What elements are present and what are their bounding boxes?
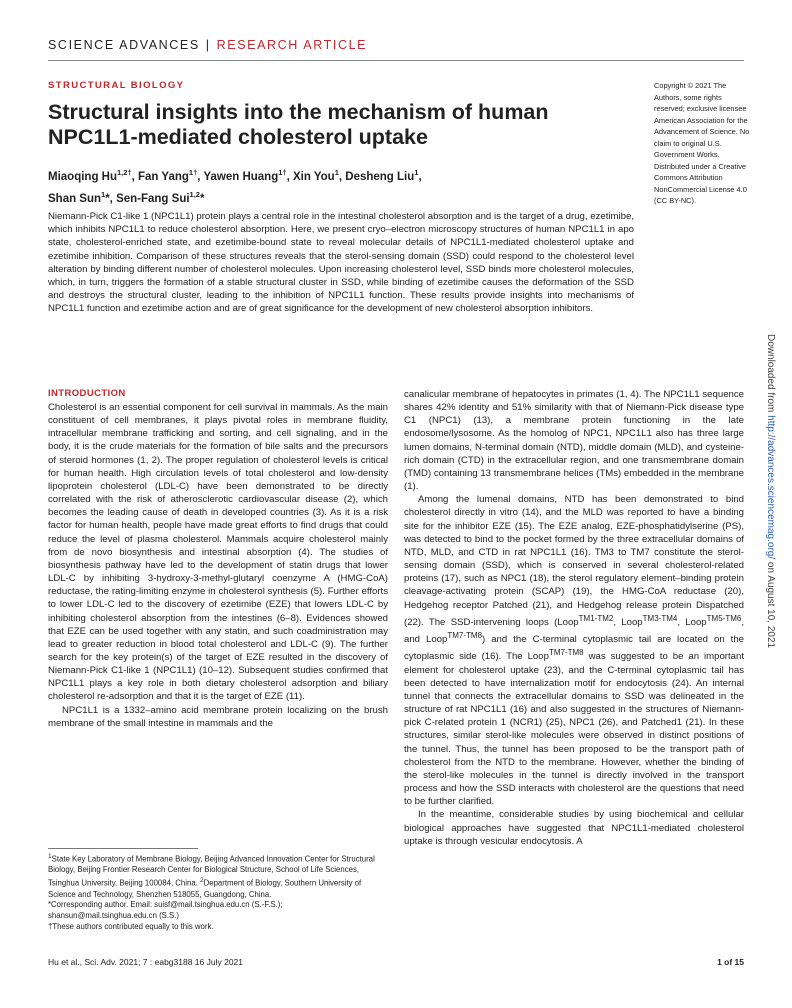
corresponding-author-footnote: *Corresponding author. Email: suisf@mail.tsinghua.edu.cn (S.-F.S.); shansun@mail.tsinghua.edu.cn (S.S.) (48, 900, 283, 921)
article-title: Structural insights into the mechanism of human NPC1L1-mediated cholesterol uptake (48, 100, 549, 149)
header-rule (48, 60, 744, 61)
left-paragraph: Cholesterol is an essential component for cell survival in mammals. As the main constituent of cell membranes, it plays pivotal roles in membrane fluidity, intracellular membrane trafficking and sorting, and cell signaling, and in the body, it is the crude materials for the formation of bile salts and the precursors of steroid hormones (1, 2). The proper regulation of cholesterol levels is critical for human health. High circulation levels of total cholesterol and low-density lipoprotein cholesterol (LDL-C) have been demonstrated to be directly correlated with the risk of atherosclerotic cardiovascular disease (2), which becomes the leading cause of death in developed countries (3). As it is a risk factor for human health, people have made great efforts to find drugs that could reduce the level of plasma cholesterol. Mammals acquire cholesterol mainly from de novo biosynthesis and intestinal absorption (4). The studies of biosynthesis pathway have led to the development of statin drugs that lower LDL-C by inhibiting 3-hydroxy-3-methyl-glutaryl coenzyme A (HMG-CoA) reductase, the rating-limiting enzyme in cholesterol synthesis (5). Further efforts to lower LDL-C led to the discovery of ezetimibe (EZE) that lowers LDL-C by inhibiting cholesterol absorption from the intestines (6–8). Evidences showed that EZE can be used together with any statin, and such coadministration may lead to greater reduction in blood total cholesterol and LDL-C (9). The further search for the key protein(s) of the target of EZE resulted in the discovery of Niemann-Pick C1-like 1 (NPC1L1) (10–12). Subsequent studies confirmed that NPC1L1 plays a key role in both dietary cholesterol adsorption and biliary cholesterol re-adsorption and that it is the target of EZE (11). (48, 402, 388, 703)
right-column (404, 388, 744, 848)
download-sidebar (760, 334, 780, 674)
sidebar-prefix: Downloaded from (765, 334, 776, 416)
footnotes (48, 852, 388, 933)
right-paragraph: In the meantime, considerable studies by using biochemical and cellular biological approaches have suggested that NPC1L1-mediated cholesterol uptake is through vesicular endocytosis. A (404, 809, 744, 847)
right-paragraph: canalicular membrane of hepatocytes in primates (1, 4). The NPC1L1 sequence shares 42% identity and 51% similarity with that of Niemann-Pick disease type C1 (NPC1) (13), a membrane protein functioning in the late endosome/lysosome. As the homolog of NPC1, NPC1L1 also has three large lumen domains, N-terminal domain (NTD), middle domain (MLD), and cysteine-rich domain (CTD) in the extracellular region, and one transmembrane domain (TMD) containing 13 transmembrane helices (TMs) embedded in the membrane (1). (404, 389, 744, 493)
section-label: STRUCTURAL BIOLOGY (48, 80, 185, 91)
introduction-heading: INTRODUCTION (48, 388, 126, 399)
journal-header (48, 38, 367, 52)
left-column (48, 388, 388, 730)
right-paragraph: Among the lumenal domains, NTD has been demonstrated to bind cholesterol directly in vitro (14), and the MLD was reported to have a binding site for the inhibitor EZE (15). The EZE analog, EZE-phosphatidylserine (PS), was detected to bind to the pocket formed by the three extracellular domains of NTD, MLD, and CTD in rat NPC1L1 (16). TM3 to TM7 constitute the sterol-sensing domain (SSD), which is conserved in several cholesterol-related proteins (17), such as NPC1 (18), the sterol regulatory element–binding protein cleavage-activating protein (SCAP) (19), the HMG-CoA reductase (20), Hedgehog receptor Patched (21), and Hedgehog release protein Dispatched (22). The SSD-intervening loops (Loop$^{TM1-TM2}$, Loop$^{TM3-TM4}$, Loop$^{TM5-TM6}$, and Loop$^{TM7-TM8}$) and the C-terminal cytoplasmic tail are located on the cytoplasmic side (16). The Loop$^{TM7-TM8}$ was suggested to be an important element for cholesterol uptake (23), and the C-terminal cytoplasmic tail has been detected to have internalization motif for endocytosis (24). An internal tunnel that connects the extracellular domains to SSD was delineated in the structure of rat NPC1L1 (16) and also suggested in the structures of Niemann-pick C-related protein 1 (NCR1) (25), NPC1 (26), and Patched1 (21). In these structures, similar sterol-like molecules were observed in distinct positions of the tunnel. Thus, the tunnel has been proposed to be the transport path of cholesterol from the NTD to the membrane. However, whether the binding of the sterol-like molecules in the tunnel is directly involved in the transport process and how the SSD interacts with cholesterol are the questions that need to be further clarified. (404, 494, 745, 808)
equal-contribution-footnote: †These authors contributed equally to this work. (48, 921, 214, 931)
journal-name: SCIENCE ADVANCES (48, 38, 200, 52)
copyright-notice: Copyright © 2021 The Authors, some rights reserved; exclusive licensee American Association for the Advancement of Science. No claim to original U.S. Government Works. Distributed under a Creative Commons Attribution NonCommercial License 4.0 (CC BY-NC). (654, 81, 750, 205)
left-paragraph: NPC1L1 is a 1332–amino acid membrane protein localizing on the brush membrane of the small intestine in mammals and the (48, 704, 388, 729)
abstract: Niemann-Pick C1-like 1 (NPC1L1) protein plays a central role in the intestinal cholesterol absorption and is the target of a drug, ezetimibe, which inhibits NPC1L1 to reduce cholesterol absorption. Here, we present cryo–electron microscopy structures of human NPC1L1 in apo state, cholesterol-enriched state, and ezetimibe-bound state to reveal molecular details of NPC1L1-mediated cholesterol uptake and ezetimibe inhibition. Comparison of these structures reveals that the sterol-sensing domain (SSD) could respond to the cholesterol level alteration by binding different number of cholesterol molecules. Upon increasing cholesterol level, SSD binds more cholesterol molecules, which, in turn, triggers the formation of a stable structural cluster in SSD, while binding of ezetimibe causes the deformation of the SSD and destroys the structural cluster, leading to the inhibition of NPC1L1 function. These results provide insights into mechanisms of NPC1L1 function and ezetimibe action and are of great significance for the development of new cholesterol absorption inhibitors. (48, 211, 634, 315)
citation-line: Hu et al., Sci. Adv. 2021; 7 : eabg3188 16 July 2021 (48, 957, 244, 967)
header-separator: | (205, 38, 211, 52)
page-footer (48, 957, 744, 967)
article-type: RESEARCH ARTICLE (216, 38, 368, 52)
author-list: Miaoqing $Hu^{1,2\dagger}$, Fan Yang$^{1\dagger}$, Yawen Huang$^{1\dagger}$, Xin You$^1$, Desheng Liu$^1$, Shan Sun$^1$*, Sen-Fang Sui$^{1,2}$* (48, 168, 422, 205)
sidebar-suffix: on August 10, 2021 (765, 559, 776, 649)
page-number: 1 of 15 (717, 957, 744, 967)
sidebar-link[interactable]: http://advances.sciencemag.org/ (765, 415, 776, 560)
footnote-rule (48, 848, 198, 849)
affiliations-footnote: $^1$State Key Laboratory of Membrane Biology, Beijing Advanced Innovation Center for Structural Biology, Beijing Frontier Research Center for Biological Structure, School of Life Sciences, Tsinghua University, Beijing 100084, China. $^2$Department of Biology, Southern University of Science and Technology, Shenzhen 518055, Guangdong, China. (48, 853, 375, 899)
